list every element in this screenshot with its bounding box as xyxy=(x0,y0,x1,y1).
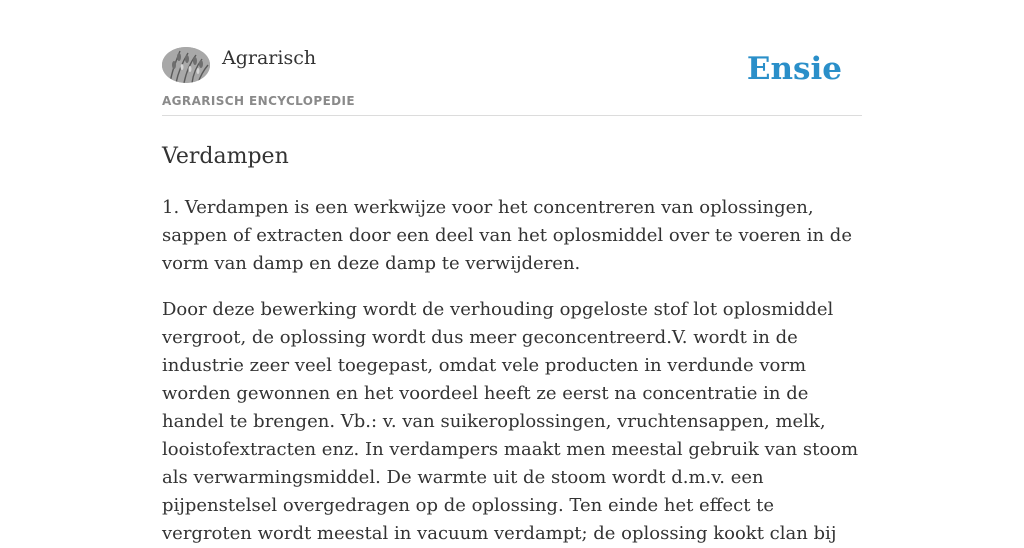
source-subtitle: AGRARISCH ENCYCLOPEDIE xyxy=(162,94,355,108)
article-page xyxy=(162,0,862,548)
ensie-logo-link[interactable]: Ensie xyxy=(746,51,842,87)
source-header xyxy=(162,0,862,116)
article-paragraph-2: Door deze bewerking wordt de verhouding opgeloste stof lot oplosmiddel vergroot, de oplossing wordt dus meer geconcentreerd.V. wordt in de industrie zeer veel toegepast, omdat vele producten in verdunde vorm worden gewonnen en het voordeel heeft ze eerst na concentratie in de handel te brengen. Vb.: v. van suikeroplossingen, vruchtensappen, melk, looistofextracten enz. In verdampers maakt men meestal gebruik van stoom als verwarmingsmiddel. De warmte uit de stoom wordt d.m.v. een pijpenstelsel overgedragen op de oplossing. Ten einde het effect te vergroten wordt meestal in vacuum verdampt; de oplossing kookt clan bij xyxy=(162,299,859,544)
article-paragraph-1: 1. Verdampen is een werkwijze voor het concentreren van oplossingen, sappen of extracten door een deel van het oplosmiddel over te voeren in de vorm van damp en deze damp te verwijderen. xyxy=(162,197,852,274)
source-name[interactable]: Agrarisch xyxy=(222,47,317,69)
wheat-avatar-icon[interactable] xyxy=(162,47,210,83)
article-title: Verdampen xyxy=(162,144,289,169)
